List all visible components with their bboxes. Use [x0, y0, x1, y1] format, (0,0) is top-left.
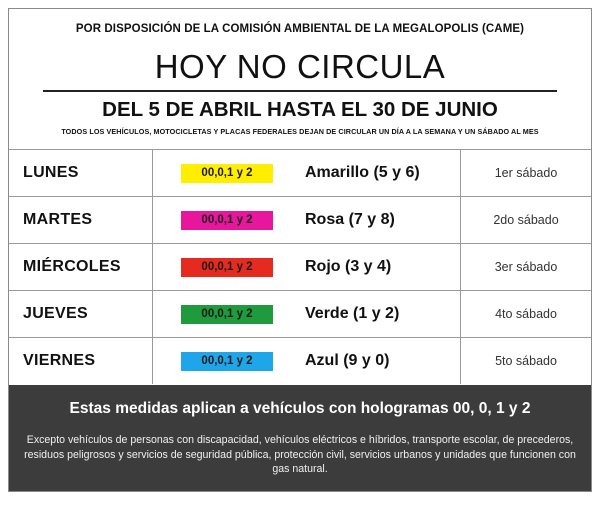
saturday-cell: 1er sábado — [494, 166, 558, 180]
swatch-cell — [153, 197, 301, 243]
page-title: HOY NO CIRCULA — [154, 48, 446, 85]
day-cell: MIÉRCOLES — [9, 244, 153, 290]
footer-exceptions: Excepto vehículos de personas con discapacidad, vehículos eléctricos e híbridos, transporte escolar, de precederos, residuos peligrosos y servicios de seguridad pública, protección civil, servicios urbanos y unidades que funcionen con gas natural. — [24, 434, 576, 475]
footer-title: Estas medidas aplican a vehículos con hologramas 00, 0, 1 y 2 — [69, 400, 531, 417]
color-swatch: 00,0,1 y 2 — [181, 211, 273, 230]
swatch-cell — [153, 291, 301, 337]
table-row — [9, 197, 591, 244]
header — [9, 9, 591, 155]
schedule-table — [9, 149, 591, 385]
table-row — [9, 150, 591, 197]
color-cell: Verde (1 y 2) — [301, 291, 461, 337]
day-cell: LUNES — [9, 150, 153, 196]
swatch-cell — [153, 244, 301, 290]
saturday-cell: 3er sábado — [494, 260, 558, 274]
color-swatch: 00,0,1 y 2 — [181, 164, 273, 183]
saturday-cell: 5to sábado — [495, 354, 557, 368]
saturday-cell: 4to sábado — [495, 307, 557, 321]
color-cell: Azul (9 y 0) — [301, 338, 461, 384]
footer-banner — [9, 385, 591, 491]
color-cell: Amarillo (5 y 6) — [301, 150, 461, 196]
swatch-cell — [153, 150, 301, 196]
table-row — [9, 291, 591, 338]
day-cell: VIERNES — [9, 338, 153, 384]
day-cell: MARTES — [9, 197, 153, 243]
date-range: DEL 5 DE ABRIL HASTA EL 30 DE JUNIO — [102, 98, 498, 121]
color-swatch: 00,0,1 y 2 — [181, 305, 273, 324]
authority-line: POR DISPOSICIÓN DE LA COMISIÓN AMBIENTAL DE LA MEGALOPOLIS (CAME) — [75, 23, 525, 35]
header-note: TODOS LOS VEHÍCULOS, MOTOCICLETAS Y PLACAS FEDERALES DEJAN DE CIRCULAR UN DÍA A LA SEMANA Y UN SÁBADO AL MES — [61, 127, 539, 136]
color-cell: Rosa (7 y 8) — [301, 197, 461, 243]
table-row — [9, 338, 591, 385]
poster — [8, 8, 592, 492]
color-swatch: 00,0,1 y 2 — [181, 258, 273, 277]
table-row — [9, 244, 591, 291]
swatch-cell — [153, 338, 301, 384]
color-cell: Rojo (3 y 4) — [301, 244, 461, 290]
color-swatch: 00,0,1 y 2 — [181, 352, 273, 371]
day-cell: JUEVES — [9, 291, 153, 337]
title-divider — [43, 90, 557, 92]
saturday-cell: 2do sábado — [493, 213, 559, 227]
